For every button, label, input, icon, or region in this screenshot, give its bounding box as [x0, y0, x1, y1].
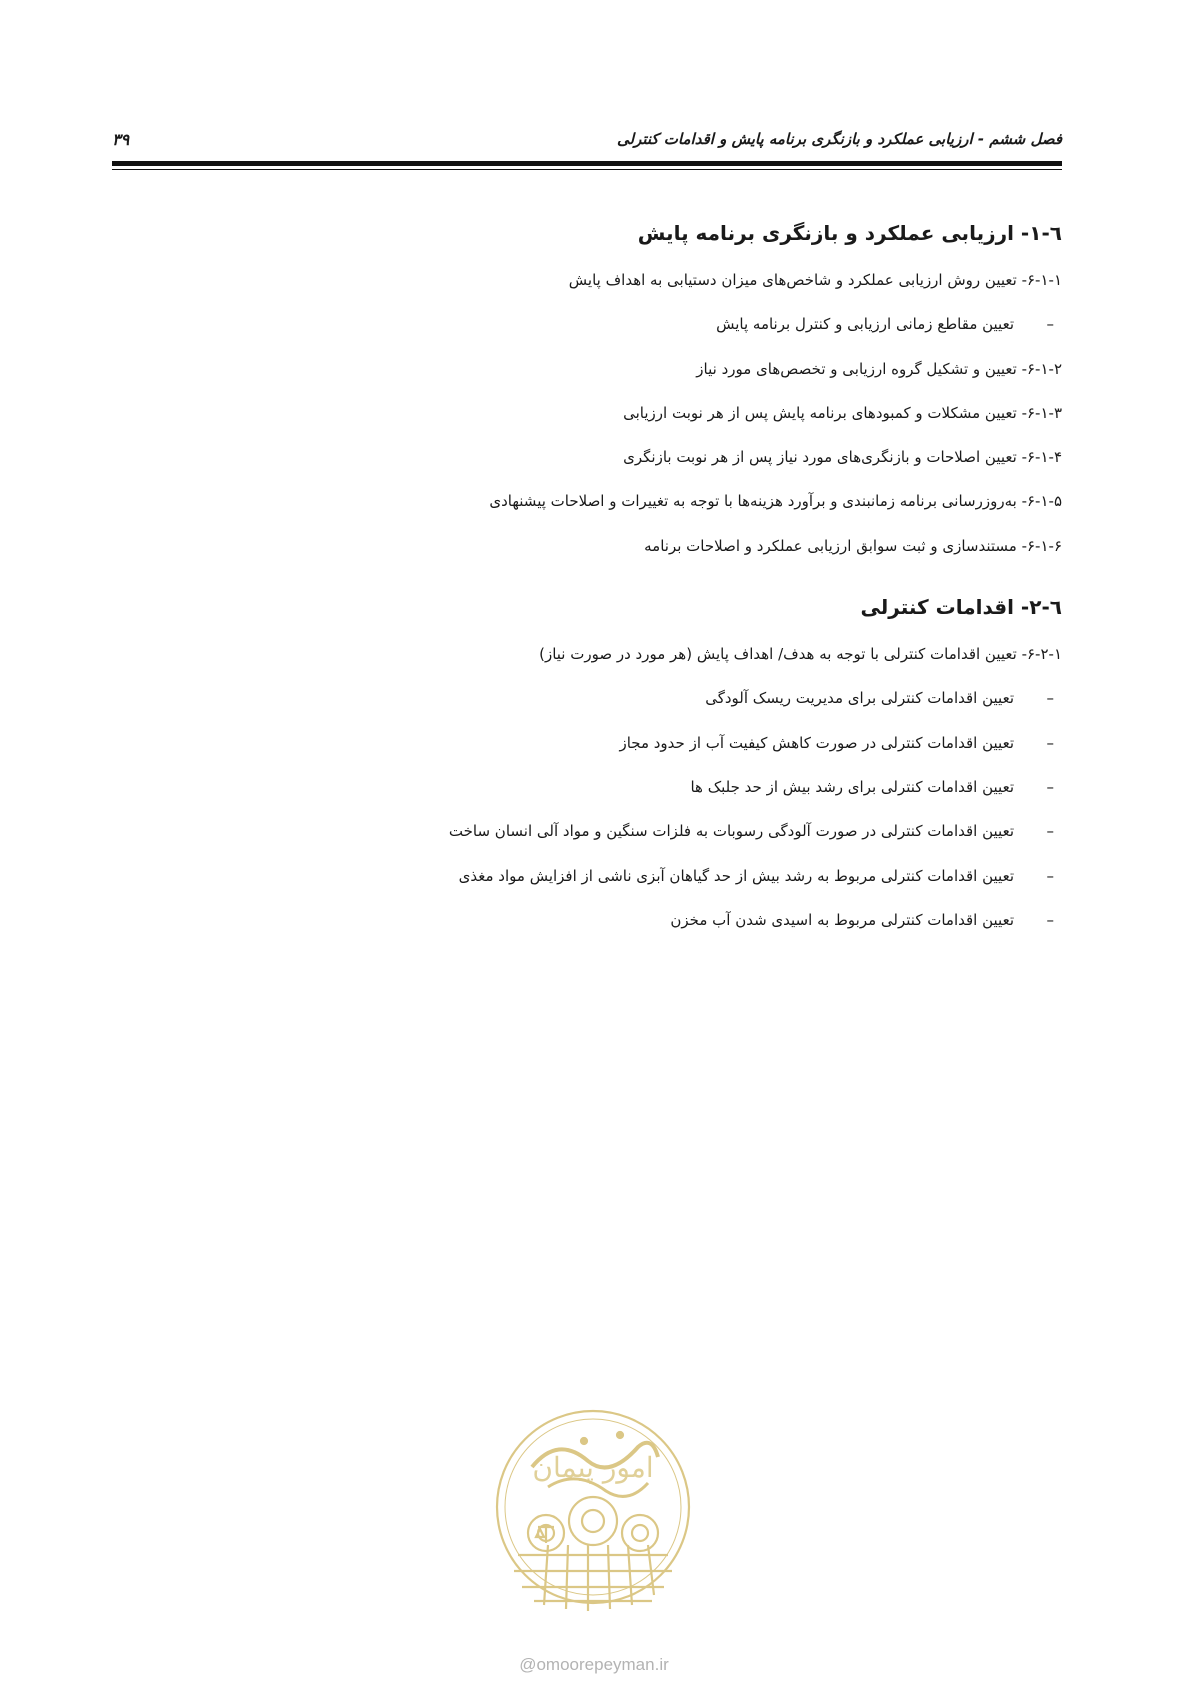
section-gap — [132, 572, 1062, 588]
list-item — [132, 306, 1062, 350]
list-item-text: تعیین اقدامات کنترلی در صورت آلودگی رسوبات به فلزات سنگین و مواد آلی انسان ساخت — [448, 822, 1014, 841]
header-rule-thin — [112, 169, 1062, 170]
watermark-url: @omoorepeyman.ir — [519, 1655, 669, 1674]
list-item — [132, 902, 1062, 946]
list-item — [132, 725, 1062, 769]
list-item-text: تعیین اقدامات کنترلی برای مدیریت ریسک آلودگی — [705, 689, 1014, 708]
page-number: ۳۹ — [112, 130, 130, 149]
header-rule-thick — [112, 161, 1062, 166]
list-item-text: تعیین مقاطع زمانی ارزیابی و کنترل برنامه پایش — [716, 315, 1014, 334]
list-item-text: ۶-۱-۵- به‌روزرسانی برنامه زمانبندی و برآورد هزینه‌ها با توجه به تغییرات و اصلاحات پیشنهادی — [489, 492, 1062, 511]
list-item — [132, 858, 1062, 902]
list-item-text: تعیین اقدامات کنترلی مربوط به رشد بیش از حد گیاهان آبزی ناشی از افزایش مواد مغذی — [458, 866, 1014, 885]
list-item — [132, 636, 1062, 680]
dash-bullet: – — [1046, 910, 1054, 929]
list-item — [132, 813, 1062, 857]
dash-bullet: – — [1046, 733, 1054, 752]
list-item-text: ۶-۱-۳- تعیین مشکلات و کمبودهای برنامه پایش پس از هر نوبت ارزیابی — [623, 403, 1062, 422]
page-body — [132, 214, 1062, 946]
dash-bullet: – — [1046, 822, 1054, 841]
list-item-text: ۶-۱-۶- مستندسازی و ثبت سوابق ارزیابی عملکرد و اصلاحات برنامه — [644, 536, 1062, 555]
list-item-text: تعیین اقدامات کنترلی در صورت کاهش کیفیت آب از حدود مجاز — [619, 733, 1014, 752]
list-item-text: ۶-۲-۱- تعیین اقدامات کنترلی با توجه به هدف/ اهداف پایش (هر مورد در صورت نیاز) — [539, 645, 1062, 664]
list-item — [132, 769, 1062, 813]
section-heading-evaluation: ٦-١- ارزیابی عملکرد و بازنگری برنامه پایش — [637, 221, 1062, 245]
list-item-text: ۶-۱-۱- تعیین روش ارزیابی عملکرد و شاخص‌های میزان دستیابی به اهداف پایش — [568, 271, 1062, 289]
running-title: فصل ششم - ارزیابی عملکرد و بازنگری برنامه پایش و اقدامات کنترلی — [617, 130, 1062, 148]
watermark-logo-text: امور پیمان — [532, 1451, 654, 1484]
list-item-text: تعیین اقدامات کنترلی مربوط به اسیدی شدن آب مخزن — [670, 910, 1014, 929]
list-item — [132, 351, 1062, 395]
list-item — [132, 395, 1062, 439]
dash-bullet: – — [1046, 777, 1054, 796]
list-item-text: تعیین اقدامات کنترلی برای رشد بیش از حد جلبک ها — [690, 777, 1014, 796]
list-item — [132, 528, 1062, 572]
list-item — [132, 439, 1062, 483]
list-item-text: ۶-۱-۲- تعیین و تشکیل گروه ارزیابی و تخصص‌های مورد نیاز — [696, 359, 1062, 378]
dash-bullet: – — [1046, 866, 1054, 885]
list-item — [132, 262, 1062, 306]
watermark-logo-icon — [488, 1395, 698, 1645]
list-item — [132, 680, 1062, 724]
section-heading-control-measures: ٦-٢- اقدامات کنترلی — [860, 595, 1062, 620]
section-list-control-measures — [132, 636, 1062, 946]
list-item — [132, 483, 1062, 527]
dash-bullet: – — [1046, 315, 1054, 334]
list-item-text: ۶-۱-۴- تعیین اصلاحات و بازنگری‌های مورد نیاز پس از هر نوبت بازنگری — [623, 448, 1062, 467]
dash-bullet: – — [1046, 689, 1054, 708]
section-list-evaluation — [132, 262, 1062, 572]
running-header — [112, 128, 1062, 162]
